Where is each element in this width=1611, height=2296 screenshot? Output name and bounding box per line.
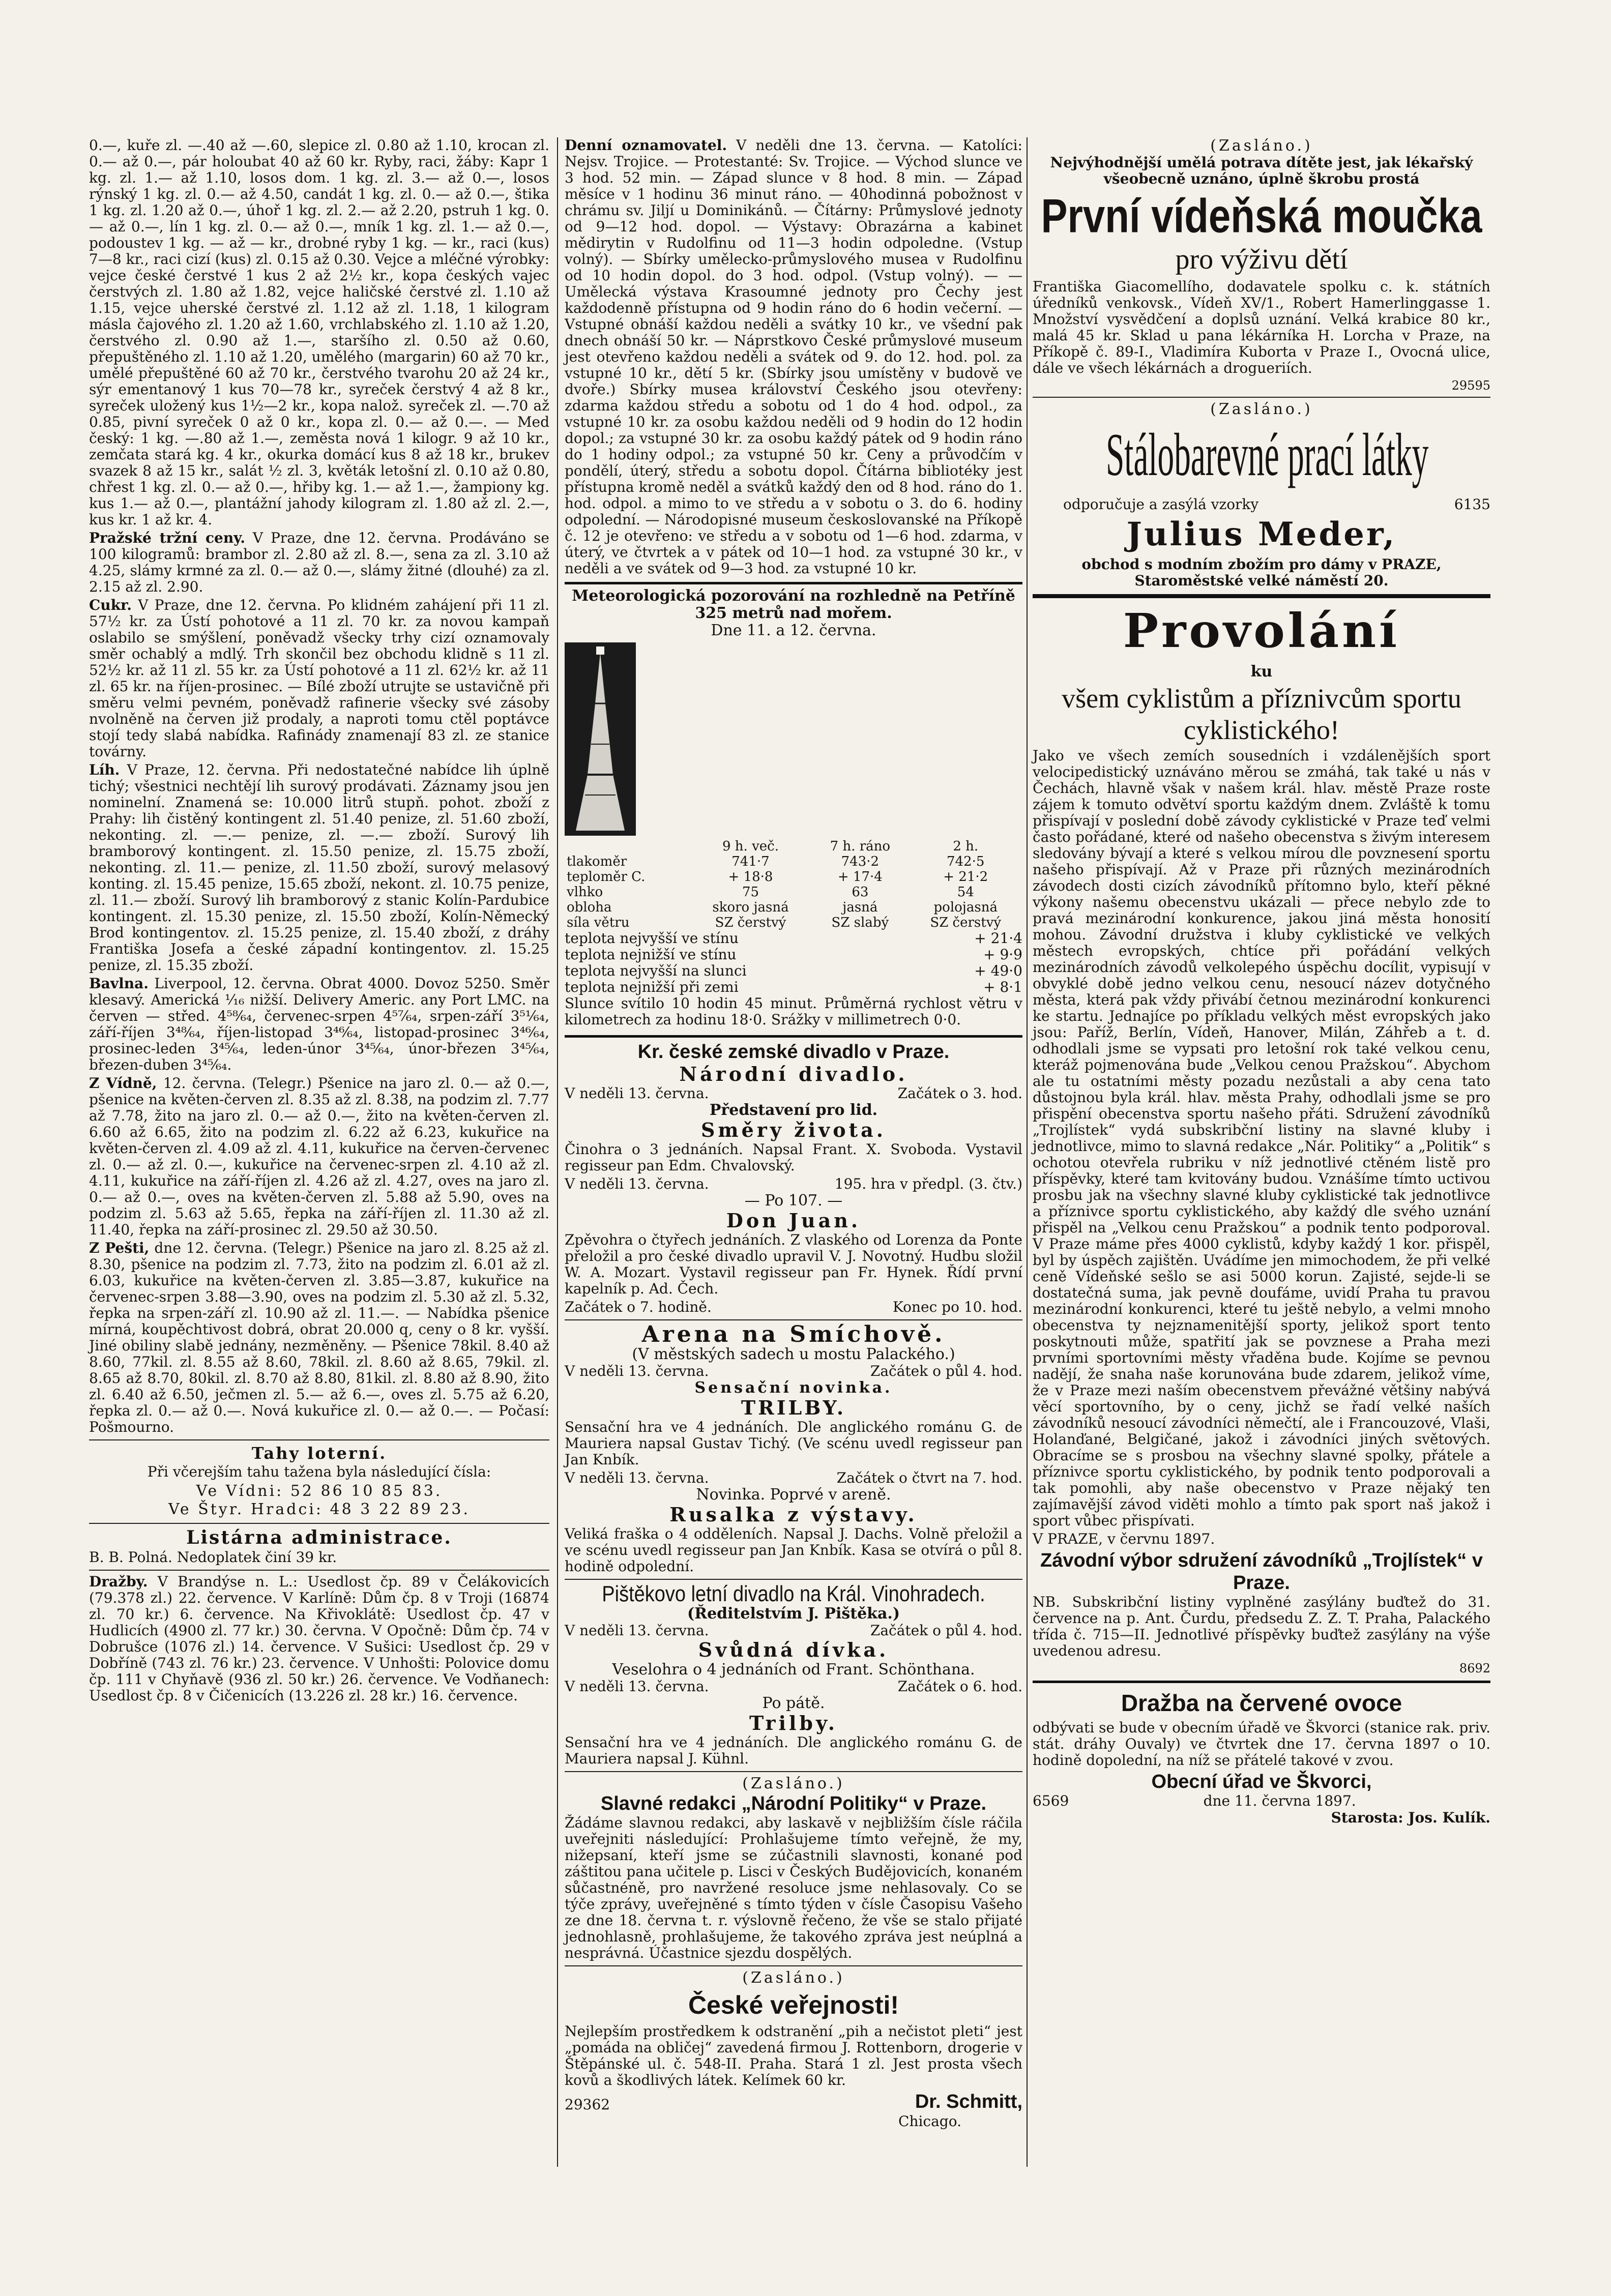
section-heading: Dražby.	[89, 1573, 148, 1590]
section-text: V neděli dne 13. června. — Katolíci: Nejsv. Trojice. — Protestanté: Sv. Trojice. — Východ slunce ve 3 hod. 52 min. — Západ slunce v 8 hod. 8 min. — Západ měsíce v 1 hodinu 36 minut ráno. — 40hodinná pobožnost v chrámu sv. Jiljí u Dominikánů. — Čítárny: Průmyslové jednoty od 9—12 hod. dopol. — Výstavy: Obrazárna a kabinet mědirytin v Rudolfinu od 11—3 hodin odpoledne. (Vstup volný). — Sbírky umělecko-průmyslového musea v Rudolfinu od 10 hodin dopol. do 3 hod. odpol. (Vstup volný). — — Umělecká výstava Krasoumné jednoty pro Čechy jest každodenně přístupna od 9 hodin ráno do 6 hodin večerní. — Vstupné obnáší každou neděli a svátky 10 kr., ve všední pak dnech obnáší 50 kr. — Náprstkovo České průmyslové museum jest otevřeno každou neděli a svátek od 9. do 12. hod. pol. za vstupné 10 kr., dětí 5 kr. (Sbírky jsou umístěny v budově ve dvoře.) Sbírky musea království Českého jsou otevřeny: zdarma každou středu a sobotu od 1 do 4 hod. odpol., za vstupné 10 kr. za osobu každou neděli od 9 hodin do 12 hodin dopol.; za vstupné 30 kr. za osobu každý pátek od 9 hodin ráno do 1 hodiny odpol.; za vstupné 50 kr. Ceny a průvodčím v pondělí, úterý, středu a sobotu dopol. Čítárna bibliotéky jest přístupna kromě neděl a svátků každý den od 8 hod. ráno do 1. hod. odpol. a mimo to ve středu a v sobotu o 3. do 6. hodiny odpolední. — Národopisné museum českoslovanské na Příkopě č. 12 je otevřeno: ve středu a v sobotu od 1—6 hod. zdarma, v úterý, ve čtvrtek a v pátek od 10—1 hod. za vstupné 30 kr., v neděli a ve svátek od 9—3 hod. za vstupné 10 kr.	[565, 137, 1022, 577]
cyklist-text: Jako ve všech zemích sousedních i vzdálenějších sport velocipedistický uznáváno měrou se zmáhá, tak také u nás v Čechách, hlavně však v našem král. hlav. městě Praze roste zájem k tomuto odvětví sportu každým dnem. Zvláště k tomu přispívají v poslední době závody cyklistické v Praze teď velmi často pořádané, které od našeho obecenstva s živým interesem sledovány bývají a které s velkou mírou dle povznesení sportu našeho přispívají. Až v Praze při různých mezinárodních závodech dosti cizích závodníků přítomno bylo, kteří pěkné výkony našemu obecenstvu ukázali — přece nebylo zde to pravá mezinárodní konkurence, jakou jiná města honosití mohou. Závodní družstva i kluby cyklistické ve velkých městech evropských, chtíce při pořádání velkých mezinárodních závodů velkolepého úspěchu docílit, vypisují v obvyklé době jedno velkou cenu, nesoucí název dotyčného města, která pak vždy přivábí četnou mezinárodní konkurenci ke startu. Jednajíce po příkladu velkých měst evropských jako jsou: Paříž, Berlín, Vídeň, Hanover, Milán, Záhřeb a t. d. odhodlali jsme se vypsati pro letošní rok také velkou cenu, kteráž pojmenována bude „Velkou cenou Pražskou“. Abychom ale tu ostatními městy pozadu nezůstali a aby cena tato důstojnou byla král. hlav. města Prahy, odhodlali jsme se pro přispění obecenstva sportu našeho přáti. Sdružení závodníků „Trojlístek“ vydá subskribční listiny na slavné kluby i jednotlivce, mimo to slavná redakce „Nár. Politiky“ a „Politik“ s ochotou otevřela rubriku v níž jednotlivé ctěném listě pro příspěvky, které tam kvitovány budou. Vznášíme tímto uctivou prosbu jak na všechny slavné kluby cyklistické tak jednotlivce a příznivce sportu cyklistického, aby každý dle svého uznání přispěl na „Velkou cenu Pražskou“ a podnik tento podporoval. V Praze máme přes 4000 cyklistů, kdyby každý 1 kor. přispěl, byl by úspěch zajištěn. Uvádíme jen mimochodem, že při velké ceně Vídeňské sešlo se asi 5000 korun. Zajisté, sejde-li se dostatečná suma, jak pevně doufáme, uvidí Praha tu pravou mezinárodní konkurenci, které tu ještě nebylo, a velmi mnoho obecenstva ty nejznamenitější sporty, jelikož sport tento poskytnouti může, spatřití jak se povznese a Praha mezi prvními sportovními městy vřaděna bude. Kojíme se pevnou nadějí, že snaha naše korunována bude zdarem, jelikož víme, že v Praze mezi naším obecenstvem převážné většiny nabývá věcí sportovního, by o ceny, jichž se řadí velké naších závodníků nesoucí závodníci němečtí, ale i Francouzové, Vlaši, Holanďané, Belgičané, jakož i závodníci jiných světových. Obracíme se s prosbou na všechny slavné spolky, přátele a příznivce sportu cyklistického, by podnik tento podporovali a tak pomohli, aby naše obecenstvo v Praze nějaký ten zajímavější závod viděti mohlo a tímto pak sport naš jakož i sport vůbec přispívati.	[1033, 747, 1490, 1529]
play-title: TRILBY.	[741, 1396, 846, 1419]
meteo-line: teplota nejvyšší na slunci + 49·0	[565, 962, 1022, 979]
play-description: Veliká fraška o 4 odděleních. Napsal J. Dachs. Volně přeložil a ve scénu uvedl regisseur pan Jan Knbík. Kasa se otvírá o půl 8. hodině odpolední.	[565, 1525, 1022, 1575]
drazba-text: odbývati se bude v obecním úřadě ve Škvorci (stanice rak. priv. stát. dráhy Ouvaly) ve čtvrtek dne 17. června 1897 o 10. hodině dopolední, na níž se přátelé takové v zvou.	[1033, 1719, 1490, 1769]
ad-code: 8692	[1459, 1661, 1490, 1675]
table-row: vlhko 75 63 54	[567, 885, 974, 900]
meteo-line: teplota nejvyšší ve stínu + 21·4	[565, 930, 1022, 947]
arena-heading: Arena na Smíchově.	[641, 1321, 946, 1347]
drazba-headline: Dražba na červené ovoce	[1121, 1690, 1402, 1716]
play-title: Směry života.	[700, 1118, 886, 1141]
table-row: obloha skoro jasná jasná polojasná	[567, 900, 998, 915]
section-heading: Denní oznamovatel.	[565, 137, 727, 154]
ceske-verejnosti-heading: České veřejnosti!	[688, 1991, 899, 2019]
moucka-intro: Nejvýhodnější umělá potrava dítěte jest, jak lékařský všeobecně uznáno, úplně škrobu prostá	[1050, 154, 1473, 187]
performance-note: Po pátě.	[762, 1694, 825, 1712]
redakce-heading: Slavné redakci „Národní Politiky“ v Praze.	[600, 1793, 987, 1814]
meteo-line: teplota nejnižší ve stínu + 9·9	[565, 946, 1022, 963]
performance-note: Představení pro lid.	[709, 1101, 878, 1119]
latky-headline: Stálobarevné prací látky	[1106, 420, 1429, 489]
divider	[565, 1319, 1022, 1320]
zaslano-label: (Zasláno.)	[1210, 137, 1313, 155]
divider	[89, 1523, 549, 1524]
divider	[565, 582, 1022, 584]
listarna-heading: Listárna administrace.	[186, 1527, 452, 1548]
section-heading: Pražské tržní ceny.	[89, 529, 245, 546]
meteo-subtitle: 325 metrů nad mořem.	[695, 604, 892, 622]
column-divider	[557, 137, 558, 2167]
divider	[1033, 1681, 1490, 1683]
ceske-text: Nejlepším prostředkem k odstranění „pih a nečistot pleti“ jest „pomáda na obličej“ zavedená firmou J. Rottenborn, drogerie v Štěpánské ul. č. 548-II. Praha. Stará 1 zl. Jest prosta všech kovů a škodlivých látek. Kelímek 60 kr.	[565, 2023, 1022, 2088]
meder-name: Julius Meder,	[1126, 515, 1397, 553]
ad-code: 29362	[565, 2096, 610, 2113]
table-row: tlakoměr 741·7 743·2 742·5	[567, 854, 985, 869]
column-announcements: Denní oznamovatel. V neděli dne 13. června. — Katolíci: Nejsv. Trojice. — Protestanté: Sv. Trojice. — Východ slunce ve 3 hod. 52 min. — Západ slunce v 8 hod. 8 min. — Západ měsíce v 1 hodinu 36 minut ráno. — 40hodinná pobožnost v chrámu sv. Jiljí u Dominikánů. — Čítárny: Průmyslové jednoty od 9—12 hod. dopol. — Výstavy: Obrazárna a kabinet mědirytin v Rudolfinu od 11—3 hodin odpoledne. (Vstup volný). — Sbírky umělecko-průmyslového musea v Rudolfinu od 10 hodin dopol. do 3 hod. odpol. (Vstup volný). — — Umělecká výstava Krasoumné jednoty pro Čechy jest každodenně přístupna od 9 hodin ráno do 6 hodin večerní. — Vstupné obnáší každou neděli a svátky 10 kr., ve všední pak dnech obnáší 50 kr. — Náprstkovo České průmyslové museum jest otevřeno každou neděli a svátek od 9. do 12. hod. pol. za vstupné 10 kr., dětí 5 kr. (Sbírky jsou umístěny v budově ve dvoře.) Sbírky musea království Českého jsou otevřeny: zdarma každou středu a sobotu od 1 do 4 hod. odpol., za vstupné 10 kr. za osobu každou neděli od 9 hodin do 12 hodin dopol.; za vstupné 30 kr. za osobu každý pátek od 9 hodin ráno do 1 hodiny odpol.; za vstupné 50 kr. Ceny a průvodčím v pondělí, úterý, středu a sobotu dopol. Čítárna bibliotéky jest přístupna kromě neděl a svátků každý den od 8 hod. ráno do 1. hod. odpol. a mimo to ve středu a v sobotu o 3. do 6. hodiny odpolední. — Národopisné museum českoslovanské na Příkopě č. 12 je otevřeno: ve středu a v sobotu od 1—6 hod. zdarma, v úterý, ve čtvrtek a v pátek od 10—1 hod. za vstupné 30 kr., v neděli a ve svátek od 9—3 hod. za vstupné 10 kr. Meteorologická pozorování na rozhledně na Petříně 325 metrů nad mořem. Dne 11. a 12. června. 9 h. več. 7 h. ráno 2 h. tlakoměr 741·7 743·2 742·5 teploměr C. + 18·8 + 17·4 + 21·2 vlhko 75 63 54 obloha skoro jasná jasná polojasná síla větru SZ čerstvý SZ slabý SZ čerstvý teplota nejvyšší ve stínu + 21·4 teplota nejnižší ve stínu + 9·9 teplota nejvyšší na slunci + 49·0 teplota nejnižší při zemi + 8·1 Slunce svítilo 10 hodin 45 minut. Průměrná rychlost větru v kilometrech za hodinu 18·0. Srážky v millimetrech 0·0. Kr. české zemské divadlo v Praze. Národní divadlo. V neděli 13. června. Začátek o 3. hod. Představení pro lid. Směry života. Činohra o 3 jednáních. Napsal Frant. X. Svoboda. Vystavil regisseur pan Edm. Chvalovský. V neděli 13. června. 195. hra v předpl. (3. čtv.) — Po 107. — Don Juan. Zpěvohra o čtyřech jednáních. Z vlaského od Lorenza da Ponte přeložil a pro české divadlo upravil V. J. Novotný. Hudbu složil W. A. Mozart. Vystavil regisseur pan Fr. Hynek. Řídí první kapelník p. Ad. Čech. Začátek o 7. hodině. Konec po 10. hod. Arena na Smíchově. (V městských sadech u mostu Palackého.) V neděli 13. června. Začátek o půl 4. hod. Sensační novinka. TRILBY. Sensační hra ve 4 jednáních. Dle anglického románu G. de Mauriera napsal Gustav Tichý. (Ve scénu uvedl regisseur pan Jan Knbík. V neděli 13. června. Začátek o čtvrt na 7. hod. Novinka. Poprvé v areně. Rusalka z výstavy. Veliká fraška o 4 odděleních. Napsal J. Dachs. Volně přeložil a ve scénu uvedl regisseur pan Jan Knbík. Kasa se otvírá o půl 8. hodině odpolední. Pištěkovo letní divadlo na Král. Vinohradech. (Ředitelstvím J. Pištěka.) V neděli 13. června. Začátek o půl 4. hod. Svůdná dívka. Veselohra o 4 jednáních od Frant. Schönthana. V neděli 13. června. Začátek o 6. hod. Po pátě. Trilby. Sensační hra ve 4 jednáních. Dle anglického románu G. de Mauriera napsal J. Kühnl. (Zasláno.) Slavné redakci „Národní Politiky“ v Praze. Žádáme slavnou redakci, aby laskavě v nejbližším čísle ráčila uveřejniti následující: Prohlašujeme tímto veřejně, že my, nižepsaní, kteří jsme se zúčastnili slavnosti, konané pod záštitou pana učitele p. Lisci v Českých Budějovicích, konaném sůčastnéně, pro navržené resoluce jsme nehlasovaly. Co se týče zprávy, uveřejněné s tímto týden v čísle Časopisu Vašeho ze dne 18. června t. r. výslovně řečeno, že vše se stalo přijaté jednohlasně, prohlašujeme, že takového zpráva jest neúplná a nesprávná. Účastnice sjezdu dospělých. (Zasláno.) České veřejnosti! Nejlepším prostředkem k odstranění „pih a nečistot pleti“ jest „pomáda na obličej“ zavedená firmou J. Rottenborn, drogerie v Štěpánské ul. č. 548-II. Praha. Stará 1 zl. Jest prosta všech kovů a škodlivých látek. Kelímek 60 kr. 29362 Dr. Schmitt, Chicago.	[565, 137, 1022, 2130]
meder-address: obchod s modním zbožím pro dámy v PRAZE, Staroměstské velké náměstí 20.	[1081, 556, 1442, 589]
obecni-urad: Obecní úřad ve Škvorci,	[1151, 1771, 1372, 1792]
divider	[565, 1965, 1022, 1966]
divider	[1033, 397, 1490, 398]
lottery-heading: Tahy loterní.	[251, 1444, 387, 1463]
divider	[565, 1771, 1022, 1772]
redakce-text: Žádáme slavnou redakci, aby laskavě v nejbližším čísle ráčila uveřejniti následující: Prohlašujeme tímto veřejně, že my, nižepsaní, kteří jsme se zúčastnili slavnosti, konané pod záštitou pana učitele p. Lisci v Českých Budějovicích, konaném sůčastnéně, pro navržené resoluce jsme nehlasovaly. Co se týče zprávy, uveřejněné s tímto týden v čísle Časopisu Vašeho ze dne 18. června t. r. výslovně řečeno, že vše se stalo přijaté jednohlasně, prohlašujeme, že takového zpráva jest neúplná a nesprávná. Účastnice sjezdu dospělých.	[565, 1814, 1022, 1961]
column-divider	[1027, 137, 1028, 2167]
column-market-reports	[89, 137, 549, 1706]
play-description: Sensační hra ve 4 jednáních. Dle anglického románu G. de Mauriera napsal J. Kühnl.	[565, 1734, 1022, 1767]
lottery-intro: Při včerejším tahu tažena byla následující čísla:	[147, 1463, 491, 1480]
meteo-title: Meteorologická pozorování na rozhledně na Petříně	[572, 587, 1015, 605]
petrin-tower-illustration	[565, 642, 636, 836]
meteo-table: 9 h. več. 7 h. ráno 2 h. tlakoměr 741·7 743·2 742·5 teploměr C. + 18·8 + 17·4 + 21·2 vlhko 75 63 54 obloha skoro jasná jasná polojasná síla větru SZ čerstvý SZ slabý SZ čerstvý	[565, 839, 1022, 930]
performance-note: — Po 107. —	[744, 1192, 843, 1210]
section-heading: Z Vídně,	[89, 1075, 157, 1092]
moucka-text: Františka Giacomellího, dodavatele spolku c. k. státních úředníků venkovsk., Vídeň XV/1., Robert Hamerlinggasse 1. Množství vysvědčení a doplsů uznání. Velká krabice 80 kr., malá 45 kr. Sklad u pana lékárníka H. Lorcha v Praze, na Příkopě č. 89-I., Vladimíra Kuborta v Praze I., Ovocná ulice, dále ve všech lékárnách a drogueriích.	[1033, 278, 1490, 376]
performance-note: Sensační novinka.	[694, 1379, 893, 1397]
advertiser-city: Chicago.	[898, 2113, 961, 2130]
performance-note: Novinka. Poprvé v areně.	[696, 1486, 891, 1504]
lottery-row: Ve Štyr. Hradci: 48 3 22 89 23.	[168, 1500, 470, 1518]
divider	[565, 1035, 1022, 1038]
play-title: Svůdná dívka.	[698, 1638, 889, 1661]
play-title: Rusalka z výstavy.	[669, 1503, 918, 1526]
arena-location: (V městských sadech u mostu Palackého.)	[632, 1345, 955, 1363]
advertiser-name: Dr. Schmitt,	[915, 2091, 1022, 2112]
play-description: Činohra o 3 jednáních. Napsal Frant. X. Svoboda. Vystavil regisseur pan Edm. Chvalovský.	[565, 1141, 1022, 1174]
meteo-line: teplota nejnižší při zemi + 8·1	[565, 979, 1022, 995]
section-text: V Praze, dne 12. června. Prodáváno se 100 kilogramů: brambor zl. 2.80 až zl. 8.—, sena za zl. 3.10 až 4.25, slámy krmné za zl. 0.— až 0.—, slámy žitné (dlouhé) za zl. 2.15 až zl. 2.90.	[89, 529, 550, 595]
cyklist-headline: všem cyklistům a příznivcům sportu cyklistického!	[1062, 683, 1461, 745]
section-heading: Líh.	[89, 761, 120, 778]
section-text: V Praze, dne 12. června. Po klidném zahájení při 11 zl. 57½ kr. za Ústí pohotové a 11 zl. 70 kr. za novou kampaň oslabilo se smýšlení, poněvadž všecky trhy cizí oznamovaly směr ochablý a mdlý. Trh skončil bez obchodu klidně s 11 zl. 52½ kr. až 11 zl. 55 kr. za Ústí pohotové a 11 zl. 62½ kr. až 11 zl. 65 kr. na říjen-prosinec. — Bílé zboží utrujte se ustavičně při směru velmi pevném, poněvadž rafinerie všecky své zásoby nvolněně na červen již prodaly, a naproti tomu ctěl poptávce stojí tedy slabá nabídka. Rafinády znamenají 83 zl. ze stanice továrny.	[89, 597, 550, 760]
zaslano-label: (Zasláno.)	[742, 1969, 845, 1987]
column-advertisements: (Zasláno.) Nejvýhodnější umělá potrava dítěte jest, jak lékařský všeobecně uznáno, úplně škrobu prostá První vídeňská moučka pro výživu dětí Františka Giacomellího, dodavatele spolku c. k. státních úředníků venkovsk., Vídeň XV/1., Robert Hamerlinggasse 1. Množství vysvědčení a doplsů uznání. Velká krabice 80 kr., malá 45 kr. Sklad u pana lékárníka H. Lorcha v Praze, na Příkopě č. 89-I., Vladimíra Kuborta v Praze I., Ovocná ulice, dále ve všech lékárnách a drogueriích. 29595 (Zasláno.) Stálobarevné prací látky odporučuje a zasýlá vzorky 6135 Julius Meder, obchod s modním zbožím pro dámy v PRAZE, Staroměstské velké náměstí 20. Provolání ku všem cyklistům a příznivcům sportu cyklistického! Jako ve všech zemích sousedních i vzdálenějších sport velocipedistický uznáváno měrou se zmáhá, tak také u nás v Čechách, hlavně však v našem král. hlav. městě Praze roste zájem k tomuto odvětví sportu každým dnem. Zvláště k tomu přispívají v poslední době závody cyklistické v Praze teď velmi často pořádané, které od našeho obecenstva s živým interesem sledovány bývají a které s velkou mírou dle povznesení sportu našeho přispívají. Až v Praze při různých mezinárodních závodech dosti cizích závodníků přítomno bylo, kteří pěkné výkony našemu obecenstvu ukázali — přece nebylo zde to pravá mezinárodní konkurence, jakou jiná města honosití mohou. Závodní družstva i kluby cyklistické ve velkých městech evropských, chtíce při pořádání velkých mezinárodních závodů velkolepého úspěchu docílit, vypisují v obvyklé době jedno velkou cenu, nesoucí název dotyčného města, která pak vždy přivábí četnou mezinárodní konkurenci ke startu. Jednajíce po příkladu velkých měst evropských jako jsou: Paříž, Berlín, Vídeň, Hanover, Milán, Záhřeb a t. d. odhodlali jsme se vypsati pro letošní rok také velkou cenu, kteráž pojmenována bude „Velkou cenou Pražskou“. Abychom ale tu ostatními městy pozadu nezůstali a aby cena tato důstojnou byla král. hlav. města Prahy, odhodlali jsme se pro přispění obecenstva sportu našeho přáti. Sdružení závodníků „Trojlístek“ vydá subskribční listiny na slavné kluby i jednotlivce, mimo to slavná redakce „Nár. Politiky“ a „Politik“ s ochotou otevřela rubriku v níž jednotlivé ctěném listě pro příspěvky, které tam kvitovány budou. Vznášíme tímto uctivou prosbu jak na všechny slavné kluby cyklistické tak jednotlivce a příznivce sportu cyklistického, aby každý dle svého uznání přispěl na „Velkou cenu Pražskou“ a podnik tento podporoval. V Praze máme přes 4000 cyklistů, kdyby každý 1 kor. přispěl, byl by úspěch zajištěn. Uvádíme jen mimochodem, že při velké ceně Vídeňské sešlo se asi 5000 korun. Zajisté, sejde-li se dostatečná suma, jak pevně doufáme, uvidí Praha tu pravou mezinárodní konkurenci, které tu ještě nebylo, a velmi mnoho obecenstva ty nejznamenitější sporty, jelikož sport tento poskytnouti může, spatřití jak se povznese a Praha mezi prvními sportovními městy vřaděna bude. Kojíme se pevnou nadějí, že snaha naše korunována bude zdarem, jelikož víme, že v Praze mezi naším obecenstvem převážné většiny nabývá věcí sportovního, by o ceny, jichž se řadí velké naších závodníků nesoucí závodníci němečtí, ale i Francouzové, Vlaši, Holanďané, Belgičané, jakož i závodníci jiných světových. Obracíme se s prosbou na všechny slavné spolky, přátele a příznivce sportu cyklistického, by podnik tento podporovali a tak pomohli, aby naše obecenstvo v Praze nějaký ten zajímavější závod viděti mohlo a tímto pak sport naš jakož i sport vůbec přispívati. V PRAZE, v červnu 1897. Závodní výbor sdružení závodníků „Trojlístek“ v Praze. NB. Subskribční listiny vyplněné zasýlány buďtež do 31. července na p. Ant. Čurdu, předsedu Z. Z. T. Praha, Palackého třída č. 715—II. Jednotlivé příspěvky buďtež zasýlány na výše uvedenou adresu. 8692 Dražba na červené ovoce odbývati se bude v obecním úřadě ve Škvorci (stanice rak. priv. stát. dráhy Ouvaly) ve čtvrtek dne 17. června 1897 o 10. hodině dopolední, na níž se přátelé takové v zvou. Obecní úřad ve Škvorci, 6569 dne 11. června 1897. Starosta: Jos. Kulík.	[1033, 137, 1490, 1826]
table-row: teploměr C. + 18·8 + 17·4 + 21·2	[567, 869, 988, 885]
play-title: Don Juan.	[726, 1209, 861, 1232]
ad-code: 29595	[1451, 378, 1490, 393]
moucka-headline: První vídeňská moučka	[1041, 189, 1482, 243]
play-description: Sensační hra ve 4 jednáních. Dle anglického románu G. de Mauriera napsal Gustav Tichý. (Ve scénu uvedl regisseur pan Jan Knbík.	[565, 1419, 1022, 1468]
table-row: síla větru SZ čerstvý SZ slabý SZ čerstvý	[567, 915, 1002, 930]
section-text: Liverpool, 12. června. Obrat 4000. Dovoz 5250. Směr klesavý. Americká ¹⁄₁₆ nižší. Delivery Americ. any Port LMC. na červen — střed. 4⁵⁸⁄₆₄, červenec-srpen 4⁵⁷⁄₆₄, srpen-září 3⁵¹⁄₆₄, září-říjen 3⁴⁸⁄₆₄, říjen-listopad 3⁴⁶⁄₆₄, listopad-prosinec 3⁴⁶⁄₆₄, prosinec-leden 3⁴⁵⁄₆₄, leden-únor 3⁴⁵⁄₆₄, únor-březen 3⁴⁵⁄₆₄, březen-duben 3⁴⁵⁄₆₄.	[89, 975, 549, 1073]
market-prices-text: 0.—, kuře zl. —.40 až —.60, slepice zl. 0.80 až 1.10, krocan zl. 0.— až 0.—, pár holoubat 40 až 60 kr. Ryby, raci, žáby: Kapr 1 kg. zl. 1.— až 1.10, losos dom. 1 kg. zl. 3.— až 0.—, losos rýnský 1 kg. zl. 0.— až 4.50, candát 1 kg. zl. 0.— až 0.—, štika 1 kg. zl. 1.20 až 0.—, úhoř 1 kg. zl. 2.— až 2.20, pstruh 1 kg. 0.— až 0.—, lín 1 kg. zl. 0.— až 0.—, mník 1 kg. zl. 1.— až 0.—, podoustev 1 kg. — až — kr., drobné ryby 1 kg. — kr., raci (kus) 7—8 kr., raci cizí (kus) zl. 0.15 až 0.30. Vejce a mléčné výrobky: vejce české čerstvé 1 kus 2 až 2½ kr., kopa českých vajec čerstvých zl. 1.80 až 1.82, vejce haličské čerstvé zl. 1.10 až 1.15, vejce uherské čerstvé zl. 1.12 až zl. 1.18, 1 kilogram másla čajového zl. 1.20 až 1.60, vrchlabského zl. 1.10 až 1.20, čerstvého zl. 0.90 až 1.—, staršího zl. 0.50 až 0.60, přepuštěného zl. 1.10 až 1.20, umělého (margarin) 60 až 70 kr., umělé přepuštěné 60 až 70 kr., čerstvého tvarohu 20 až 24 kr., sýr ementanový 1 kus 70—78 kr., syreček čerstvý 4 až 8 kr., syreček uložený kus 1½—2 kr., kopa nalož. syreček zl. —.70 až 0.85, pivní syreček 0 až 0 kr., kopa zl. 0.— až 0.—. — Med český: 1 kg. —.80 až 1.—, zeměsta nová 1 kilogr. 9 až 10 kr., zemčata stará kg. 4 kr., okurka domácí kus 8 až 18 kr., brukev svazek 8 až 15 kr., salát ½ zl. 3, květák letošní zl. 0.10 až 0.80, chřest 1 kg. zl. 0.— až 0.—, hřiby kg. 1.— až 1.—, žampiony kg. kus 1.— až 0.—, plantážní jahody kilogram zl. 1.80 až zl. 2.—, kus kr. 1 až kr. 4.	[89, 137, 549, 528]
meteo-date: Dne 11. a 12. června.	[711, 622, 876, 639]
zaslano-label: (Zasláno.)	[742, 1775, 845, 1792]
lottery-row: Ve Vídni: 52 86 10 85 83.	[196, 1482, 443, 1500]
narodni-divadlo-heading: Národní divadlo.	[679, 1063, 908, 1085]
listarna-text: B. B. Polná. Nedoplatek činí 39 kr.	[89, 1549, 337, 1566]
play-description: Veselohra o 4 jednáních od Frant. Schönthana.	[612, 1661, 975, 1679]
divider	[89, 1570, 549, 1571]
section-text: V Brandýse n. L.: Usedlost čp. 89 v Čelákovicích (79.378 zl.) 22. července. V Karlíně: Dům čp. 8 v Troji (16874 zl. 70 kr.) 6. července. Na Křivoklátě: Usedlost čp. 47 v Hudlicích (4900 zl. 77 kr.) 30. června. V Opočně: Dům čp. 74 v Dobrušce (1076 zl.) 14. července. V Sušici: Usedlost čp. 29 v Dobříně (743 zl. 76 kr.) 23. července. V Unhošti: Polovice domu čp. 111 v Chyňavě (936 zl. 50 kr.) 26. července. Ve Vodňanech: Usedlost čp. 8 v Čičenicích (13.226 zl. 28 kr.) 16. července.	[89, 1573, 549, 1704]
section-heading: Bavlna.	[89, 975, 149, 992]
meteo-tail: Slunce svítilo 10 hodin 45 minut. Průměrná rychlost větru v kilometrech za hodinu 18·0. Srážky v millimetrech 0·0.	[565, 995, 1022, 1028]
vybor-note: NB. Subskribční listiny vyplněné zasýlány buďtež do 31. července na p. Ant. Čurdu, předsedu Z. Z. T. Praha, Palackého třída č. 715—II. Jednotlivé příspěvky buďtež zasýlány na výše uvedenou adresu.	[1033, 1594, 1490, 1659]
provolani-headline: Provolání	[1123, 603, 1400, 658]
divider	[89, 1439, 549, 1440]
divider	[1033, 594, 1490, 598]
moucka-subheadline: pro výživu dětí	[1175, 244, 1348, 275]
play-title: Trilby.	[749, 1712, 838, 1734]
play-description: Zpěvohra o čtyřech jednáních. Z vlaského od Lorenza da Ponte přeložil a pro české divadlo upravil V. J. Novotný. Hudbu složil W. A. Mozart. Vystavil regisseur pan Fr. Hynek. Řídí první kapelník p. Ad. Čech.	[565, 1231, 1022, 1297]
section-heading: Z Pešti,	[89, 1240, 150, 1256]
theatre-heading: Kr. české zemské divadlo v Praze.	[637, 1041, 950, 1063]
divider	[565, 1579, 1022, 1580]
section-text: V Praze, 12. června. Při nedostatečné nabídce lih úplně tichý; všestnici nechtějí lih surový prodávati. Záznamy jsou jen nominelní. Znamená se: 10.000 litrů stupň. pohot. zboží z Prahy: lih čistěný kontingent zl. 51.40 penize, zl. 51.60 zboží, nekonting. zl. —.— penize, zl. —.— zboží. Surový lih bramborový kontingent. zl. 15.50 penize, zl. 15.75 zboží, nekonting. zl. 11.— penize, zl. 11.50 zboží, surový melasový konting. zl. 15.45 penize, 15.65 zboží, nekont. zl. 10.75 penize, zl. 11.— zboží. Surový lih bramborový z stanic Kolín-Pardubice kontingent. zl. 15.30 penize, zl. 15.50 zboží, Kolín-Německý Brod kontingentov. zl. 15.25 penize, zl. 15.40 zboží, z dráhy Františka Josefa a české západní kontingentov. zl. 15.25 penize, zl. 15.35 zboží.	[89, 761, 549, 974]
section-text: dne 12. června. (Telegr.) Pšenice na jaro zl. 8.25 až zl. 8.30, pšenice na podzim zl. 7.73, žito na podzim zl. 6.01 až zl. 6.03, kukuřice na květen-červen zl. 3.85—3.87, kukuřice na červenec-srpen 3.88—3.90, oves na podzim zl. 5.30 až zl. 5.32, řepka na srpen-září zl. 10.90 až zl. 11.—. — Nabídka pšenice mírná, koupěchtivost dobrá, obrat 20.000 q, ceny o 8 kr. vyšší. Jiné obiliny slabě jednány, nezměněny. — Pšenice 78kil. 8.40 až 8.60, 77kil. zl. 8.55 až 8.60, 78kil. zl. 8.60 až 8.65, 79kil. zl. 8.65 až 8.70, 80kil. zl. 8.70 až 8.80, 81kil. zl. 8.80 až 8.90, žito zl. 6.40 až 6.50, ječmen zl. 5.— až 6.—, oves zl. 5.75 až 6.20, řepka zl. 0.— až 0.—. Nová kukuřice zl. 0.— až 0.—. — Počasí: Pošmourno.	[89, 1240, 549, 1435]
pistek-direction: (Ředitelstvím J. Pištěka.)	[687, 1605, 900, 1623]
provolani-ku: ku	[1250, 663, 1273, 681]
pistek-heading: Pištěkovo letní divadlo na Král. Vinohradech.	[602, 1581, 985, 1607]
starosta-signature: Starosta: Jos. Kulík.	[1331, 1809, 1490, 1826]
section-text: 12. června. (Telegr.) Pšenice na jaro zl. 0.— až 0.—, pšenice na květen-červen zl. 8.35 až zl. 8.38, na podzim zl. 7.77 až 7.78, žito na jaro zl. 0.— až 0.—, žito na květen-červen zl. 6.60 až 6.65, žito na podzim zl. 6.22 až 6.23, kukuřice na květen-červen zl. 4.09 až zl. 4.11, kukuřice na červen-červenec zl. 0.— až zl. 0.—, kukuřice na červenec-srpen zl. 4.10 až zl. 4.11, kukuřice na září-říjen zl. 4.26 až zl. 4.27, oves na jaro zl. 0.— až 0.—, oves na květen-červen zl. 5.88 až 5.90, oves na podzim zl. 5.63 až 5.65, řepka na září-říjen zl. 11.30 až zl. 11.40, řepka na září-prosinec zl. 29.50 až 30.50.	[89, 1075, 550, 1238]
zaslano-label: (Zasláno.)	[1210, 400, 1313, 418]
section-heading: Cukr.	[89, 597, 132, 613]
cyklist-date: V PRAZE, v červnu 1897.	[1033, 1530, 1215, 1547]
vybor-heading: Závodní výbor sdružení závodníků „Trojlístek“ v Praze.	[1040, 1550, 1483, 1594]
